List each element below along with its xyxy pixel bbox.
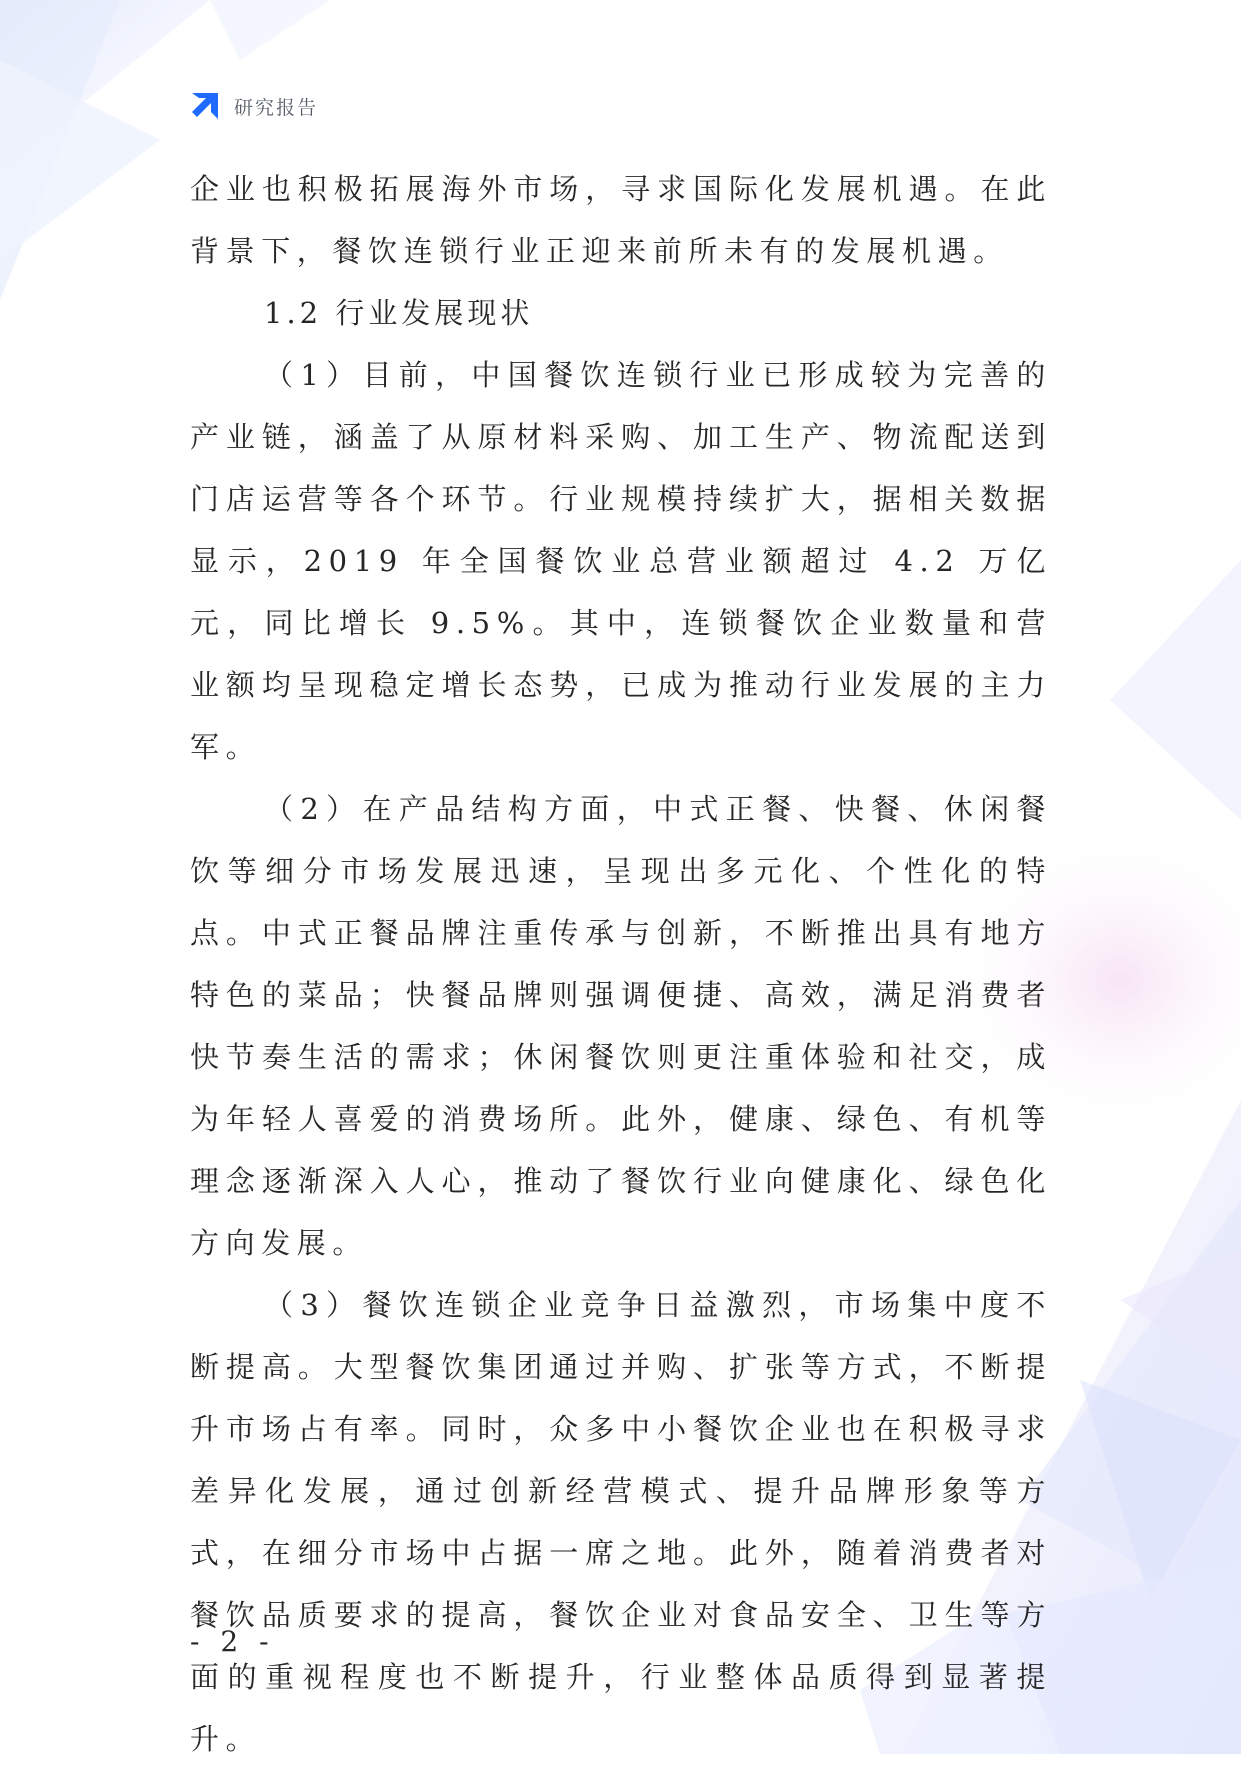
report-header [188, 88, 318, 124]
paragraph-1: （1）目前，中国餐饮连锁行业已形成较为完善的产业链，涵盖了从原材料采购、加工生产、物流配送到门店运营等各个环节。行业规模持续扩大，据相关数据显示，2019 年全国餐饮业总营业额超过 4.2 万亿元，同比增长 9.5%。其中，连锁餐饮企业数量和营业额均呈现稳定增长态势，已成为推动行业发展的主力军。 [190, 358, 1052, 764]
arrow-up-right-icon [188, 89, 222, 123]
intro-paragraph: 企业也积极拓展海外市场，寻求国际化发展机遇。在此背景下，餐饮连锁行业正迎来前所未有的发展机遇。 [190, 172, 1052, 268]
paragraph-3: （3）餐饮连锁企业竞争日益激烈，市场集中度不断提高。大型餐饮集团通过并购、扩张等方式，不断提升市场占有率。同时，众多中小餐饮企业也在积极寻求差异化发展，通过创新经营模式、提升品牌形象等方式，在细分市场中占据一席之地。此外，随着消费者对餐饮品质要求的提高，餐饮企业对食品安全、卫生等方面的重视程度也不断提升，行业整体品质得到显著提升。 [190, 1288, 1052, 1756]
page-number: - 2 - [190, 1625, 275, 1658]
paragraph-2: （2）在产品结构方面，中式正餐、快餐、休闲餐饮等细分市场发展迅速，呈现出多元化、个性化的特点。中式正餐品牌注重传承与创新，不断推出具有地方特色的菜品；快餐品牌则强调便捷、高效，满足消费者快节奏生活的需求；休闲餐饮则更注重体验和社交，成为年轻人喜爱的消费场所。此外，健康、绿色、有机等理念逐渐深入人心，推动了餐饮行业向健康化、绿色化方向发展。 [190, 792, 1052, 1260]
section-heading: 1.2 行业发展现状 [264, 296, 534, 330]
report-title: 研究报告 [234, 96, 319, 119]
document-body [190, 158, 1052, 1770]
